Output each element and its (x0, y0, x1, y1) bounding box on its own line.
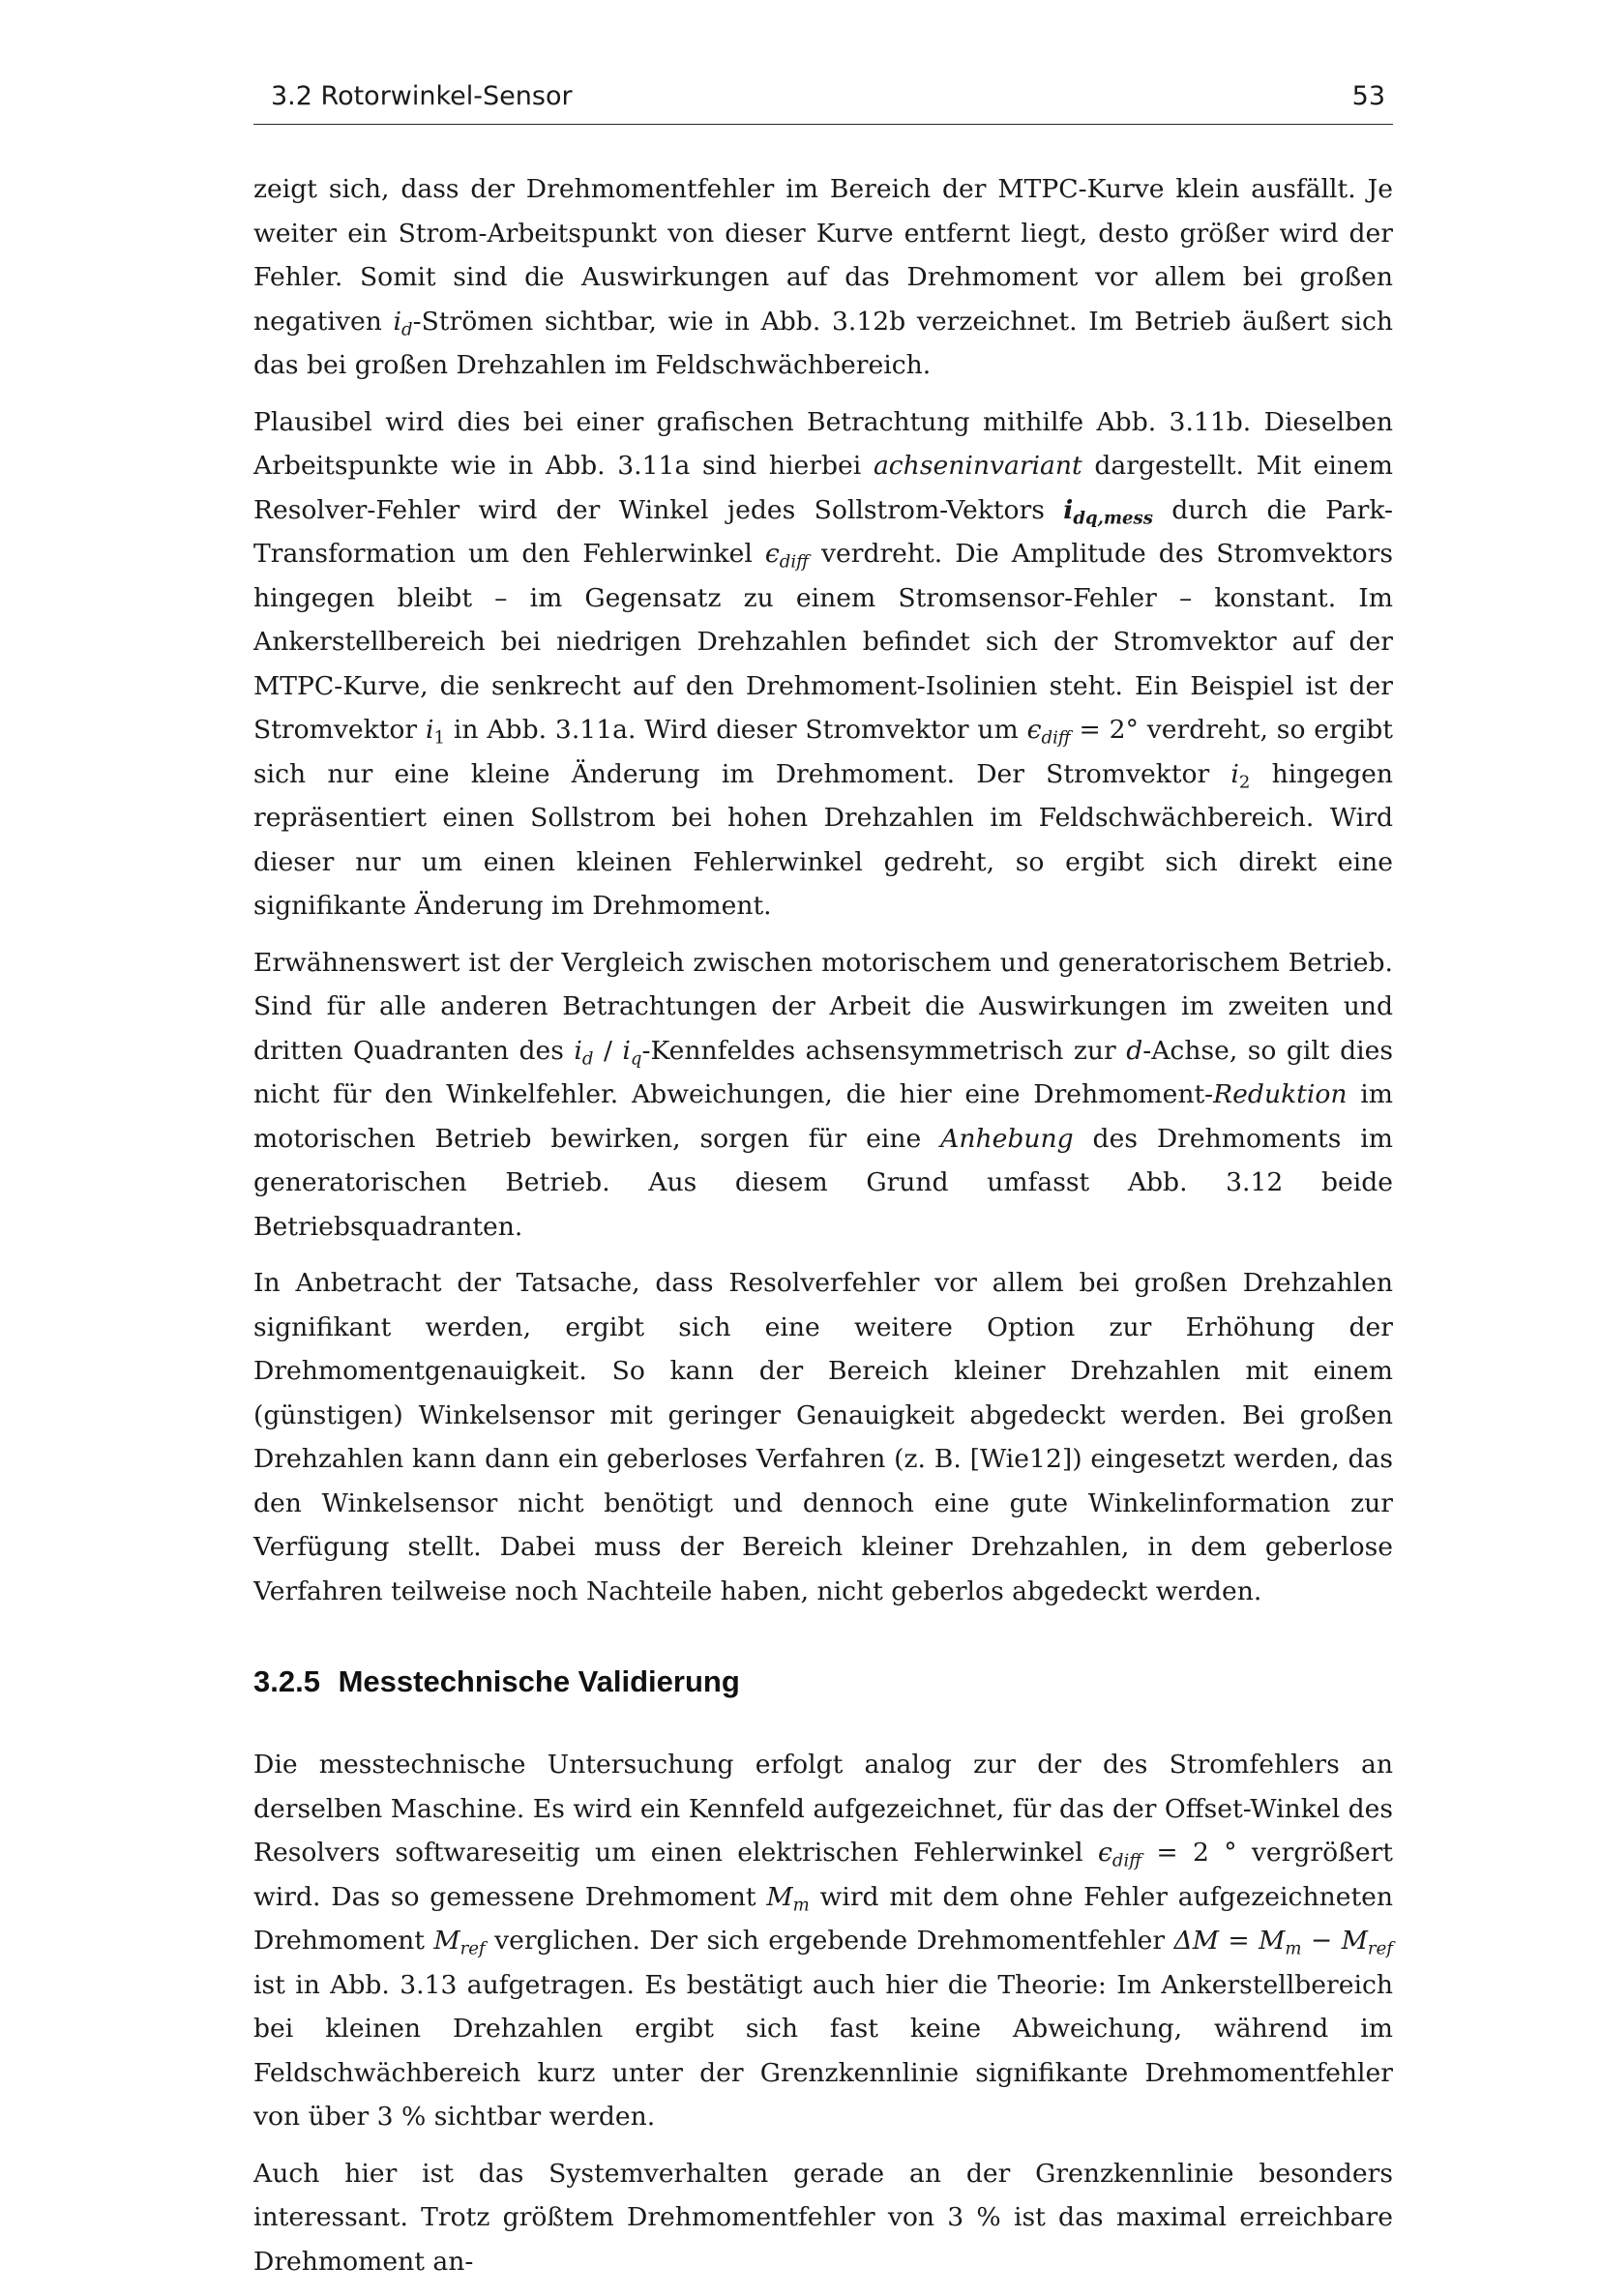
section-title: Messtechnische Validierung (338, 1664, 740, 1698)
math-vector-idq-mess: $i_{dq,mess}$ (1063, 494, 1153, 528)
paragraph-3: Erwähnenswert ist der Vergleich zwischen motorischem und generatorischem Betrieb. Sind für alle anderen Betrachtungen der Arbeit die Auswirkungen im zweiten und dritten Quadranten des $i_d$ / $i_q$-Kennfeldes achsensymmetrisch zur d-Achse, so gilt dies nicht für den Winkelfehler. Abweichungen, die hier eine Drehmoment-Reduktion im motorischen Betrieb bewirken, sorgen für eine Anhebung des Drehmoments im generatorischen Betrieb. Aus diesem Grund umfasst Abb. 3.12 beide Betriebsquadranten. (253, 947, 1393, 1242)
math-i2: $i_2$ (1230, 758, 1251, 792)
math-i-d: $i_d$ (393, 306, 413, 339)
math-delta-M: ΔM (1173, 1926, 1219, 1956)
math-epsilon-diff: $\epsilon_{diff}$ (764, 539, 809, 573)
math-Mref-2: $M_{ref}$ (1341, 1926, 1393, 1959)
paragraph-5: Die messtechnische Untersuchung erfolgt analog zur der des Stromfehlers an derselben Maschine. Es wird ein Kennfeld aufgezeichnet, für das der Offset-Winkel des Resolvers softwareseitig um einen elektrischen Fehlerwinkel $\epsilon_{diff} = 2$ ° vergrößert wird. Das so gemessene Drehmoment $M_m$ wird mit dem ohne Fehler aufgezeichneten Drehmoment $M_{ref}$ verglichen. Der sich ergebende Drehmomentfehler $\Delta M = M_m - M_{ref}$ ist in Abb. 3.13 aufgetragen. Es bestätigt auch hier die Theorie: Im Ankerstellbereich bei kleinen Drehzahlen ergibt sich fast keine Abweichung, während im Feldschwächbereich kurz unter der Grenzkennlinie signifikante Drehmomentfehler von über 3 % sichtbar werden. (253, 1750, 1393, 2132)
math-id: $i_d$ (574, 1035, 594, 1069)
section-heading (253, 1663, 1393, 1701)
math-epsilon-diff-3: $\epsilon_{diff}$ (1098, 1838, 1142, 1871)
emphasis-anhebung: Anhebung (940, 1123, 1074, 1154)
math-epsilon-diff-2: $\epsilon_{diff}$ (1026, 715, 1071, 749)
math-iq: $i_q$ (622, 1035, 642, 1069)
math-Mref: $M_{ref}$ (433, 1926, 486, 1959)
paragraph-6: Auch hier ist das Systemverhalten gerade an der Grenzkennlinie besonders interessant. Trotz größtem Drehmomentfehler von 3 % ist das maximal erreichbare Drehmoment an- (253, 2158, 1393, 2277)
running-header-section: 3.2 Rotorwinkel-Sensor (271, 81, 573, 111)
page-header (253, 81, 1393, 125)
emphasis-reduktion: Reduktion (1213, 1079, 1348, 1109)
section-number: 3.2.5 (253, 1664, 320, 1698)
paragraph-1: zeigt sich, dass der Drehmomentfehler im Bereich der MTPC-Kurve klein ausfällt. Je weiter ein Strom-Arbeitspunkt von dieser Kurve entfernt liegt, desto größer wird der Fehler. Somit sind die Auswirkungen auf das Drehmoment vor allem bei großen negativen $i_d$-Strömen sichtbar, wie in Abb. 3.12b verzeichnet. Im Betrieb äußert sich das bei großen Drehzahlen im Feldschwächbereich. (253, 174, 1394, 380)
page-number: 53 (1351, 81, 1385, 111)
paragraph-4: In Anbetracht der Tatsache, dass Resolverfehler vor allem bei großen Drehzahlen signifikant werden, ergibt sich eine weitere Option zur Erhöhung der Drehmomentgenauigkeit. So kann der Bereich kleiner Drehzahlen mit einem (günstigen) Winkelsensor mit geringer Genauigkeit abgedeckt werden. Bei großen Drehzahlen kann dann ein geberloses Verfahren (z. B. [Wie12]) eingesetzt werden, das den Winkelsensor nicht benötigt und dennoch eine gute Winkelinformation zur Verfügung stellt. Dabei muss der Bereich kleiner Drehzahlen, in dem geberlose Verfahren teilweise noch Nachteile haben, nicht geberlos abgedeckt werden. (253, 1268, 1393, 1606)
paragraph-2: Plausibel wird dies bei einer grafischen Betrachtung mithilfe Abb. 3.11b. Dieselben Arbeitspunkte wie in Abb. 3.11a sind hierbei achseninvariant dargestellt. Mit einem Resolver-Fehler wird der Winkel jedes Sollstrom-Vektors $i_{dq,mess}$ durch die Park-Transformation um den Fehlerwinkel $\epsilon_{diff}$ verdreht. Die Amplitude des Stromvektors hingegen bleibt – im Gegensatz zu einem Stromsensor-Fehler – konstant. Im Ankerstellbereich bei niedrigen Drehzahlen befindet sich der Stromvektor auf der MTPC-Kurve, die senkrecht auf den Drehmoment-Isolinien steht. Ein Beispiel ist der Stromvektor $i_1$ in Abb. 3.11a. Wird dieser Stromvektor um $\epsilon_{diff} = 2^\circ$ verdreht, so ergibt sich nur eine kleine Änderung im Drehmoment. Der Stromvektor $i_2$ hingegen repräsentiert einen Sollstrom bei hohen Drehzahlen im Feldschwächbereich. Wird dieser nur um einen kleinen Fehlerwinkel gedreht, so ergibt sich direkt eine signifikante Änderung im Drehmoment. (253, 406, 1393, 921)
math-Mm: $M_m$ (766, 1881, 810, 1915)
math-i1: $i_1$ (425, 715, 446, 749)
math-Mm-2: $M_m$ (1259, 1926, 1302, 1959)
body-text (253, 167, 1393, 2296)
emphasis-achseninvariant: achseninvariant (873, 451, 1082, 481)
math-d: d (1126, 1035, 1143, 1066)
